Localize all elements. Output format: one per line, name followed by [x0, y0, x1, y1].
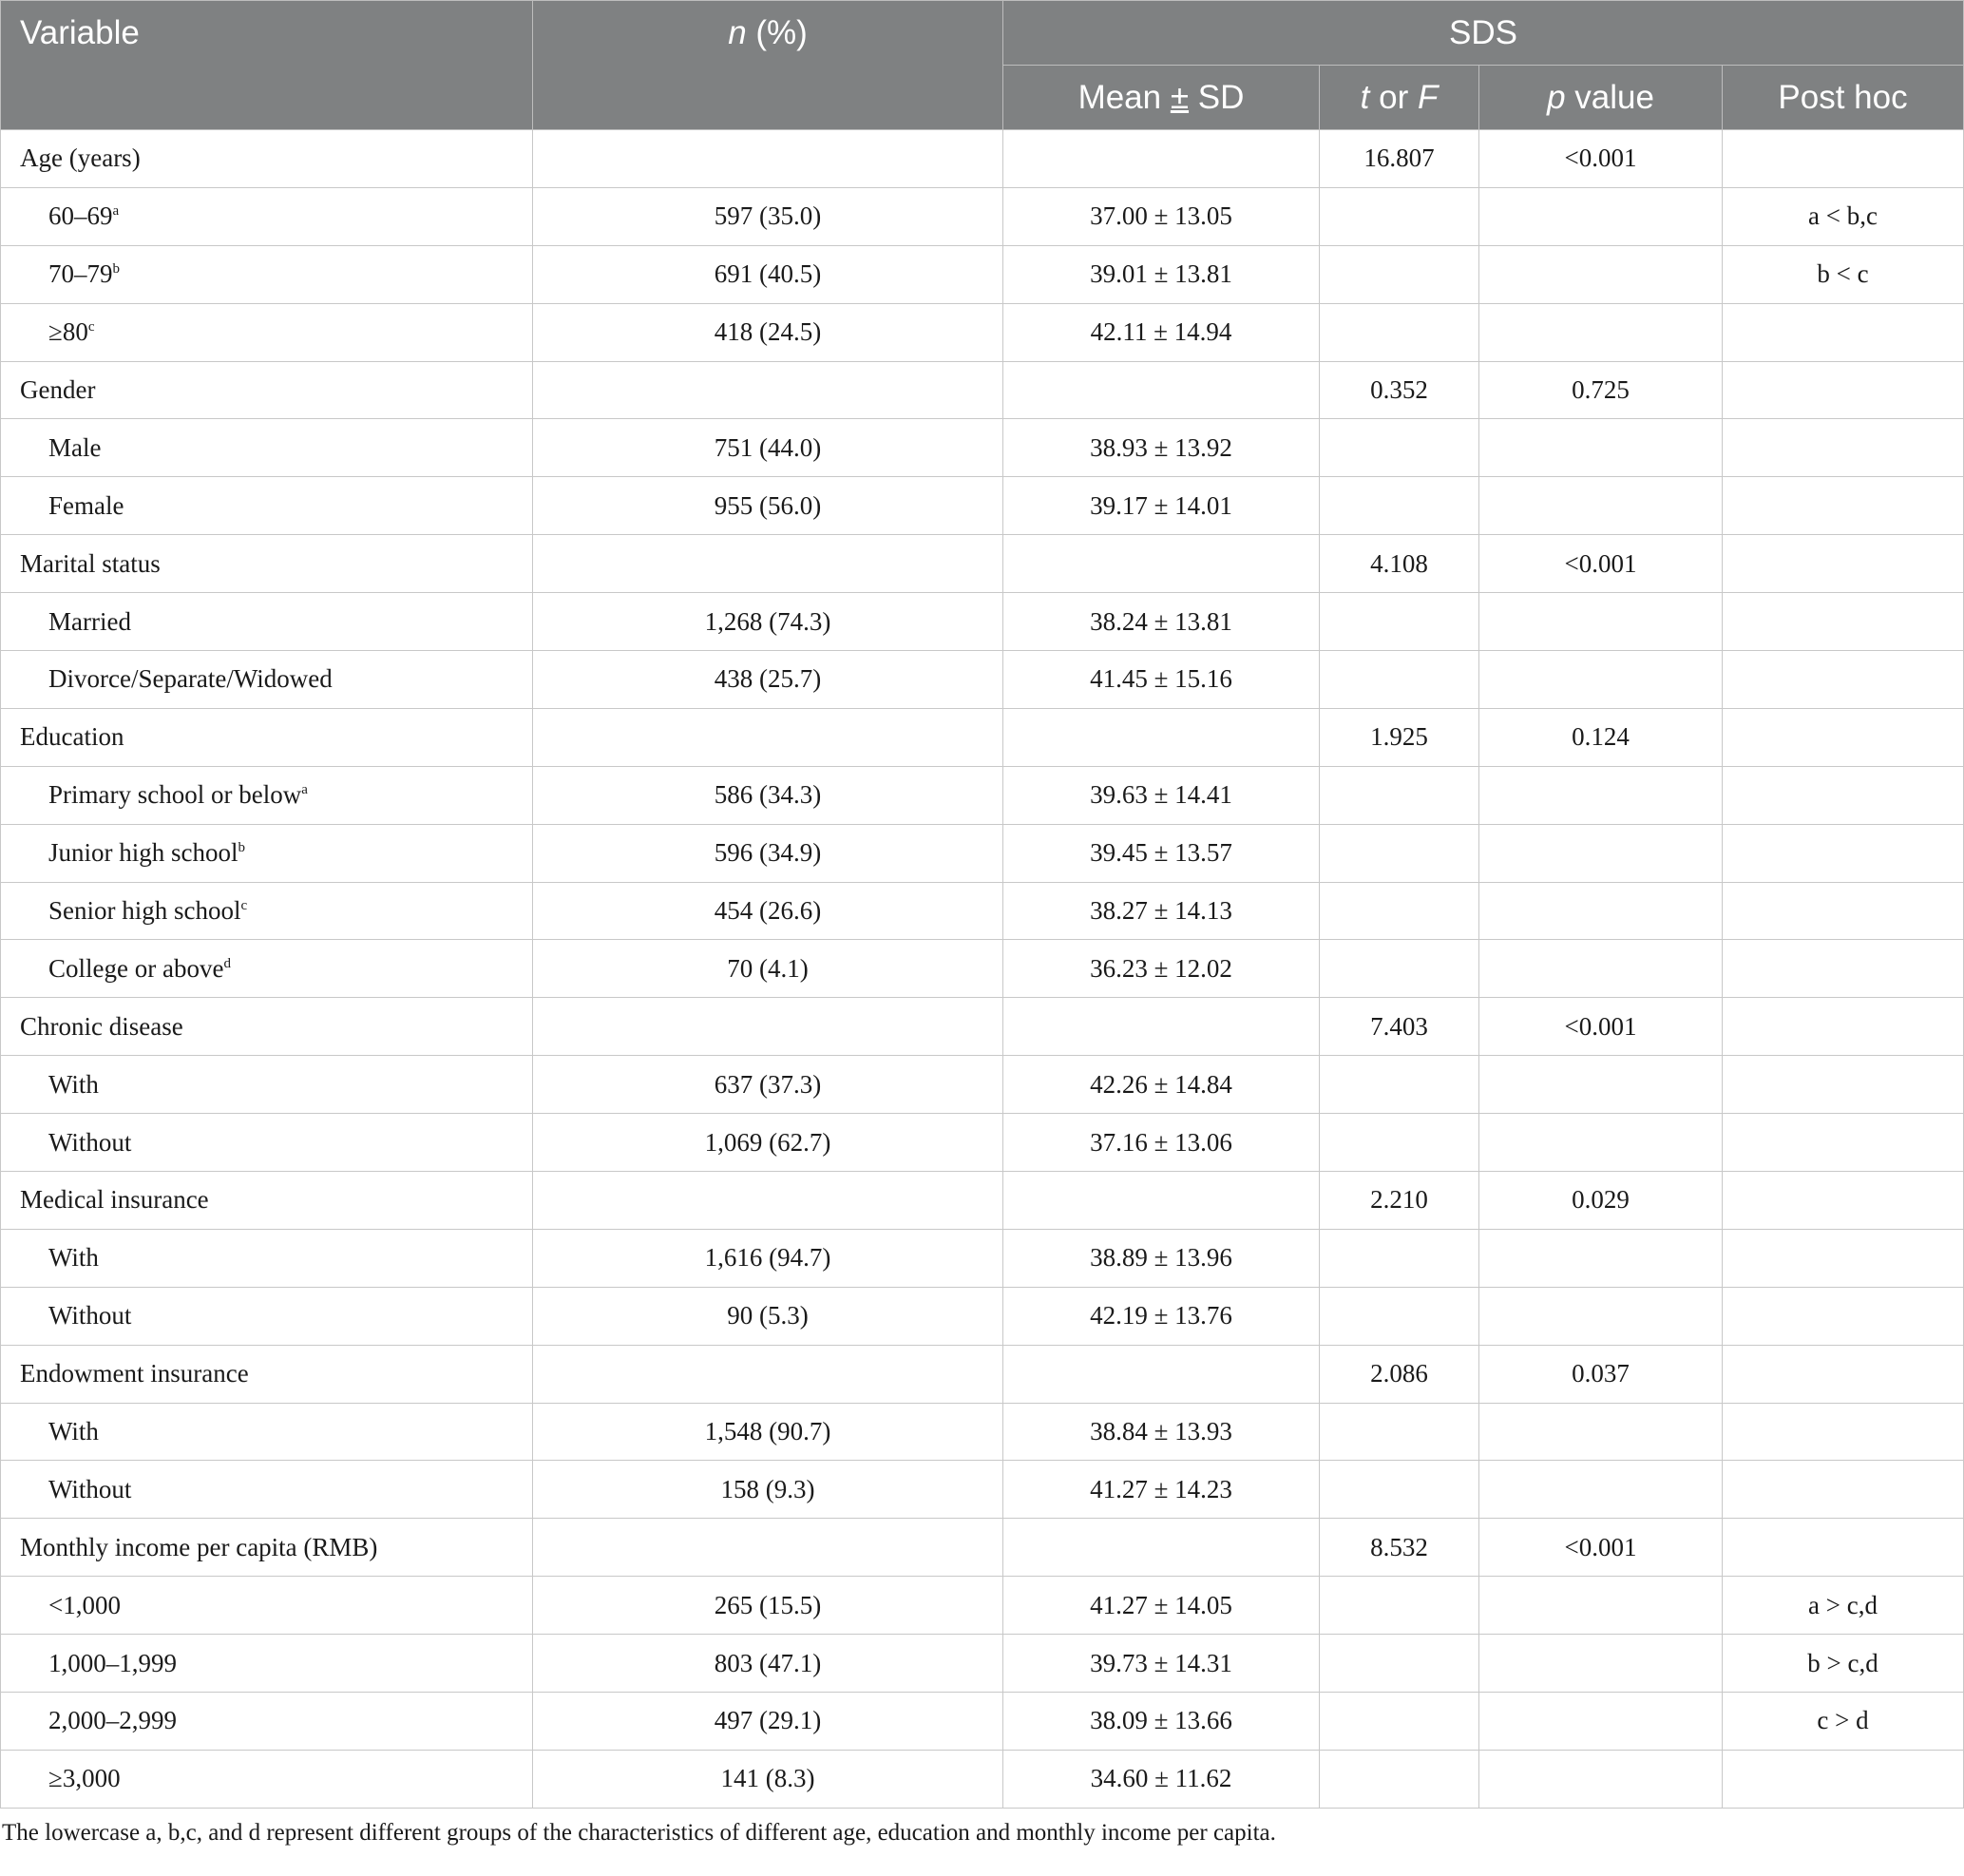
- row-label-text: Junior high school: [48, 838, 238, 868]
- row-label-category: [1, 708, 533, 766]
- cell-mean-sd: 41.27 ± 14.23: [1003, 1461, 1320, 1519]
- row-label-text: With: [48, 1417, 99, 1446]
- header-p-value: p value: [1479, 66, 1723, 130]
- cell-post-hoc: [1723, 1056, 1964, 1114]
- cell-n-percent: 586 (34.3): [533, 766, 1003, 824]
- cell-p-value: [1479, 1229, 1723, 1287]
- cell-p-value: 0.037: [1479, 1345, 1723, 1403]
- row-label-text: Endowment insurance: [20, 1359, 249, 1388]
- table-row: [1, 766, 1964, 824]
- cell-mean-sd: 38.09 ± 13.66: [1003, 1693, 1320, 1751]
- cell-post-hoc: [1723, 361, 1964, 419]
- table-row: [1, 130, 1964, 188]
- cell-t-or-f: 7.403: [1320, 998, 1479, 1056]
- row-label-text: Without: [48, 1127, 132, 1157]
- cell-p-value: [1479, 1461, 1723, 1519]
- header-mean-sd: Mean ± SD: [1003, 66, 1320, 130]
- cell-p-value: [1479, 477, 1723, 535]
- cell-n-percent: 803 (47.1): [533, 1635, 1003, 1693]
- cell-post-hoc: [1723, 593, 1964, 651]
- row-label-category: [1, 998, 533, 1056]
- cell-n-percent: [533, 1172, 1003, 1230]
- header-variable: Variable: [1, 1, 533, 130]
- cell-n-percent: [533, 1519, 1003, 1577]
- table-row: [1, 1345, 1964, 1403]
- cell-p-value: 0.124: [1479, 708, 1723, 766]
- cell-n-percent: [533, 535, 1003, 593]
- cell-n-percent: [533, 130, 1003, 188]
- cell-mean-sd: 38.84 ± 13.93: [1003, 1403, 1320, 1461]
- row-label-sub: [1, 419, 533, 477]
- cell-t-or-f: [1320, 1403, 1479, 1461]
- cell-t-or-f: [1320, 1056, 1479, 1114]
- row-label-sub: [1, 651, 533, 709]
- cell-mean-sd: 39.63 ± 14.41: [1003, 766, 1320, 824]
- cell-t-or-f: 8.532: [1320, 1519, 1479, 1577]
- table-footnote: The lowercase a, b,c, and d represent different groups of the characteristics of different age, education and monthly income per capita.: [2, 1819, 1276, 1846]
- table-row: [1, 651, 1964, 709]
- cell-t-or-f: [1320, 824, 1479, 882]
- row-label-text: With: [48, 1243, 99, 1273]
- cell-t-or-f: [1320, 651, 1479, 709]
- cell-post-hoc: [1723, 766, 1964, 824]
- cell-n-percent: [533, 361, 1003, 419]
- cell-post-hoc: [1723, 708, 1964, 766]
- cell-post-hoc: [1723, 998, 1964, 1056]
- cell-p-value: [1479, 245, 1723, 303]
- row-label-sub: [1, 766, 533, 824]
- cell-n-percent: [533, 998, 1003, 1056]
- cell-t-or-f: [1320, 477, 1479, 535]
- row-label-text: Divorce/Separate/Widowed: [48, 664, 333, 694]
- cell-p-value: <0.001: [1479, 998, 1723, 1056]
- table-row: [1, 882, 1964, 940]
- cell-mean-sd: [1003, 1172, 1320, 1230]
- cell-post-hoc: [1723, 303, 1964, 361]
- row-label-category: [1, 130, 533, 188]
- group-superscript: a: [301, 782, 308, 798]
- cell-p-value: [1479, 1403, 1723, 1461]
- row-label-text: <1,000: [48, 1590, 121, 1619]
- table-row: [1, 535, 1964, 593]
- table-row: [1, 1229, 1964, 1287]
- row-label-text: Age (years): [20, 144, 141, 173]
- cell-mean-sd: 38.93 ± 13.92: [1003, 419, 1320, 477]
- cell-n-percent: 637 (37.3): [533, 1056, 1003, 1114]
- table-row: [1, 303, 1964, 361]
- cell-p-value: [1479, 766, 1723, 824]
- row-label-sub: [1, 1750, 533, 1808]
- cell-mean-sd: 37.16 ± 13.06: [1003, 1114, 1320, 1172]
- cell-t-or-f: 2.086: [1320, 1345, 1479, 1403]
- table-row: [1, 477, 1964, 535]
- cell-mean-sd: [1003, 1345, 1320, 1403]
- row-label-text: Education: [20, 722, 124, 752]
- row-label-text: ≥3,000: [48, 1764, 121, 1793]
- table-body: [1, 130, 1964, 1809]
- cell-p-value: <0.001: [1479, 1519, 1723, 1577]
- cell-mean-sd: 42.19 ± 13.76: [1003, 1287, 1320, 1345]
- row-label-sub: [1, 1635, 533, 1693]
- cell-n-percent: 596 (34.9): [533, 824, 1003, 882]
- cell-t-or-f: [1320, 1577, 1479, 1635]
- cell-post-hoc: [1723, 477, 1964, 535]
- cell-p-value: [1479, 940, 1723, 998]
- cell-post-hoc: a > c,d: [1723, 1577, 1964, 1635]
- cell-mean-sd: [1003, 1519, 1320, 1577]
- cell-t-or-f: 4.108: [1320, 535, 1479, 593]
- cell-p-value: [1479, 593, 1723, 651]
- row-label-text: Without: [48, 1474, 132, 1503]
- row-label-text: Married: [48, 606, 131, 636]
- cell-mean-sd: 38.27 ± 14.13: [1003, 882, 1320, 940]
- row-label-text: Primary school or below: [48, 780, 302, 810]
- cell-n-percent: 90 (5.3): [533, 1287, 1003, 1345]
- row-label-text: Gender: [20, 375, 96, 404]
- table-row: [1, 361, 1964, 419]
- cell-p-value: [1479, 1287, 1723, 1345]
- cell-n-percent: 955 (56.0): [533, 477, 1003, 535]
- group-superscript: a: [112, 203, 120, 220]
- table-row: [1, 1461, 1964, 1519]
- cell-t-or-f: [1320, 1461, 1479, 1519]
- cell-n-percent: 691 (40.5): [533, 245, 1003, 303]
- cell-post-hoc: [1723, 1287, 1964, 1345]
- row-label-text: Chronic disease: [20, 1011, 183, 1041]
- row-label-text: Female: [48, 490, 124, 520]
- row-label-text: 2,000–2,999: [48, 1706, 177, 1735]
- cell-p-value: 0.725: [1479, 361, 1723, 419]
- table-row: [1, 1693, 1964, 1751]
- group-superscript: c: [240, 898, 248, 914]
- cell-t-or-f: [1320, 882, 1479, 940]
- row-label-category: [1, 535, 533, 593]
- cell-mean-sd: 41.27 ± 14.05: [1003, 1577, 1320, 1635]
- cell-post-hoc: [1723, 1114, 1964, 1172]
- cell-post-hoc: c > d: [1723, 1693, 1964, 1751]
- cell-post-hoc: a < b,c: [1723, 187, 1964, 245]
- row-label-category: [1, 1519, 533, 1577]
- row-label-sub: [1, 824, 533, 882]
- row-label-sub: [1, 303, 533, 361]
- cell-mean-sd: 39.45 ± 13.57: [1003, 824, 1320, 882]
- group-superscript: b: [238, 840, 245, 856]
- group-superscript: c: [87, 319, 95, 335]
- table-row: [1, 187, 1964, 245]
- cell-t-or-f: 0.352: [1320, 361, 1479, 419]
- row-label-text: College or above: [48, 953, 224, 983]
- table-row: [1, 1519, 1964, 1577]
- cell-n-percent: 751 (44.0): [533, 419, 1003, 477]
- cell-post-hoc: [1723, 824, 1964, 882]
- table-row: [1, 1577, 1964, 1635]
- cell-mean-sd: 42.26 ± 14.84: [1003, 1056, 1320, 1114]
- table-row: [1, 1403, 1964, 1461]
- cell-mean-sd: 36.23 ± 12.02: [1003, 940, 1320, 998]
- cell-p-value: [1479, 1750, 1723, 1808]
- cell-p-value: [1479, 303, 1723, 361]
- row-label-category: [1, 1172, 533, 1230]
- row-label-text: ≥80: [48, 317, 88, 347]
- cell-mean-sd: [1003, 361, 1320, 419]
- table-row: [1, 1635, 1964, 1693]
- cell-mean-sd: [1003, 535, 1320, 593]
- cell-n-percent: [533, 708, 1003, 766]
- cell-p-value: <0.001: [1479, 130, 1723, 188]
- cell-t-or-f: [1320, 303, 1479, 361]
- table-row: [1, 419, 1964, 477]
- cell-post-hoc: [1723, 1229, 1964, 1287]
- table-row: [1, 824, 1964, 882]
- cell-n-percent: 418 (24.5): [533, 303, 1003, 361]
- cell-p-value: [1479, 651, 1723, 709]
- cell-mean-sd: 38.24 ± 13.81: [1003, 593, 1320, 651]
- cell-n-percent: 1,069 (62.7): [533, 1114, 1003, 1172]
- cell-n-percent: 1,548 (90.7): [533, 1403, 1003, 1461]
- cell-n-percent: 265 (15.5): [533, 1577, 1003, 1635]
- cell-mean-sd: 37.00 ± 13.05: [1003, 187, 1320, 245]
- cell-post-hoc: [1723, 1403, 1964, 1461]
- cell-mean-sd: 42.11 ± 14.94: [1003, 303, 1320, 361]
- cell-p-value: [1479, 1577, 1723, 1635]
- row-label-sub: [1, 1577, 533, 1635]
- cell-post-hoc: [1723, 419, 1964, 477]
- cell-t-or-f: [1320, 593, 1479, 651]
- cell-p-value: [1479, 1693, 1723, 1751]
- cell-t-or-f: 2.210: [1320, 1172, 1479, 1230]
- row-label-text: Senior high school: [48, 896, 241, 926]
- row-label-text: Monthly income per capita (RMB): [20, 1532, 378, 1561]
- cell-post-hoc: [1723, 882, 1964, 940]
- cell-mean-sd: 39.01 ± 13.81: [1003, 245, 1320, 303]
- row-label-sub: [1, 1114, 533, 1172]
- row-label-sub: [1, 593, 533, 651]
- row-label-sub: [1, 940, 533, 998]
- cell-p-value: [1479, 187, 1723, 245]
- cell-t-or-f: [1320, 419, 1479, 477]
- header-sds: SDS: [1003, 1, 1964, 66]
- row-label-sub: [1, 882, 533, 940]
- header-t-or-f: t or F: [1320, 66, 1479, 130]
- cell-n-percent: 158 (9.3): [533, 1461, 1003, 1519]
- row-label-text: 70–79: [48, 259, 113, 289]
- cell-p-value: [1479, 419, 1723, 477]
- cell-mean-sd: [1003, 130, 1320, 188]
- cell-mean-sd: 34.60 ± 11.62: [1003, 1750, 1320, 1808]
- cell-mean-sd: 41.45 ± 15.16: [1003, 651, 1320, 709]
- cell-n-percent: 497 (29.1): [533, 1693, 1003, 1751]
- cell-n-percent: 454 (26.6): [533, 882, 1003, 940]
- cell-mean-sd: [1003, 998, 1320, 1056]
- cell-p-value: [1479, 1635, 1723, 1693]
- cell-post-hoc: [1723, 130, 1964, 188]
- cell-p-value: [1479, 882, 1723, 940]
- cell-t-or-f: 16.807: [1320, 130, 1479, 188]
- row-label-sub: [1, 1403, 533, 1461]
- table-row: [1, 1114, 1964, 1172]
- table-row: [1, 1287, 1964, 1345]
- cell-p-value: [1479, 824, 1723, 882]
- row-label-sub: [1, 1693, 533, 1751]
- cell-mean-sd: [1003, 708, 1320, 766]
- row-label-text: With: [48, 1069, 99, 1099]
- cell-t-or-f: 1.925: [1320, 708, 1479, 766]
- cell-post-hoc: [1723, 651, 1964, 709]
- cell-post-hoc: [1723, 1345, 1964, 1403]
- cell-mean-sd: 39.17 ± 14.01: [1003, 477, 1320, 535]
- cell-n-percent: [533, 1345, 1003, 1403]
- group-superscript: d: [223, 955, 231, 971]
- cell-n-percent: 1,616 (94.7): [533, 1229, 1003, 1287]
- header-n-percent: n (%): [533, 1, 1003, 130]
- cell-mean-sd: 38.89 ± 13.96: [1003, 1229, 1320, 1287]
- table-row: [1, 593, 1964, 651]
- cell-post-hoc: b > c,d: [1723, 1635, 1964, 1693]
- row-label-text: Medical insurance: [20, 1185, 209, 1215]
- table-row: [1, 940, 1964, 998]
- cell-t-or-f: [1320, 1229, 1479, 1287]
- row-label-text: Without: [48, 1301, 132, 1330]
- row-label-text: Marital status: [20, 548, 161, 578]
- cell-t-or-f: [1320, 1693, 1479, 1751]
- cell-t-or-f: [1320, 1287, 1479, 1345]
- cell-t-or-f: [1320, 187, 1479, 245]
- row-label-sub: [1, 1229, 533, 1287]
- cell-post-hoc: [1723, 1172, 1964, 1230]
- row-label-sub: [1, 477, 533, 535]
- cell-post-hoc: [1723, 1519, 1964, 1577]
- header-post-hoc: Post hoc: [1723, 66, 1964, 130]
- row-label-sub: [1, 245, 533, 303]
- cell-n-percent: 141 (8.3): [533, 1750, 1003, 1808]
- group-superscript: b: [112, 261, 120, 278]
- row-label-text: Male: [48, 432, 102, 462]
- table-row: [1, 1750, 1964, 1808]
- cell-t-or-f: [1320, 1750, 1479, 1808]
- row-label-text: 60–69: [48, 201, 113, 231]
- cell-n-percent: 438 (25.7): [533, 651, 1003, 709]
- row-label-sub: [1, 187, 533, 245]
- cell-p-value: 0.029: [1479, 1172, 1723, 1230]
- cell-post-hoc: [1723, 535, 1964, 593]
- table-row: [1, 1056, 1964, 1114]
- table-row: [1, 998, 1964, 1056]
- cell-t-or-f: [1320, 1635, 1479, 1693]
- row-label-sub: [1, 1461, 533, 1519]
- cell-p-value: [1479, 1056, 1723, 1114]
- cell-post-hoc: b < c: [1723, 245, 1964, 303]
- row-label-category: [1, 1345, 533, 1403]
- cell-t-or-f: [1320, 940, 1479, 998]
- row-label-sub: [1, 1056, 533, 1114]
- cell-post-hoc: [1723, 1750, 1964, 1808]
- cell-t-or-f: [1320, 766, 1479, 824]
- cell-p-value: <0.001: [1479, 535, 1723, 593]
- cell-n-percent: 70 (4.1): [533, 940, 1003, 998]
- row-label-sub: [1, 1287, 533, 1345]
- table-row: [1, 1172, 1964, 1230]
- table-row: [1, 708, 1964, 766]
- cell-n-percent: 1,268 (74.3): [533, 593, 1003, 651]
- cell-post-hoc: [1723, 1461, 1964, 1519]
- row-label-text: 1,000–1,999: [48, 1648, 177, 1677]
- row-label-category: [1, 361, 533, 419]
- table-row: [1, 245, 1964, 303]
- cell-mean-sd: 39.73 ± 14.31: [1003, 1635, 1320, 1693]
- cell-t-or-f: [1320, 245, 1479, 303]
- cell-post-hoc: [1723, 940, 1964, 998]
- cell-p-value: [1479, 1114, 1723, 1172]
- cell-n-percent: 597 (35.0): [533, 187, 1003, 245]
- cell-t-or-f: [1320, 1114, 1479, 1172]
